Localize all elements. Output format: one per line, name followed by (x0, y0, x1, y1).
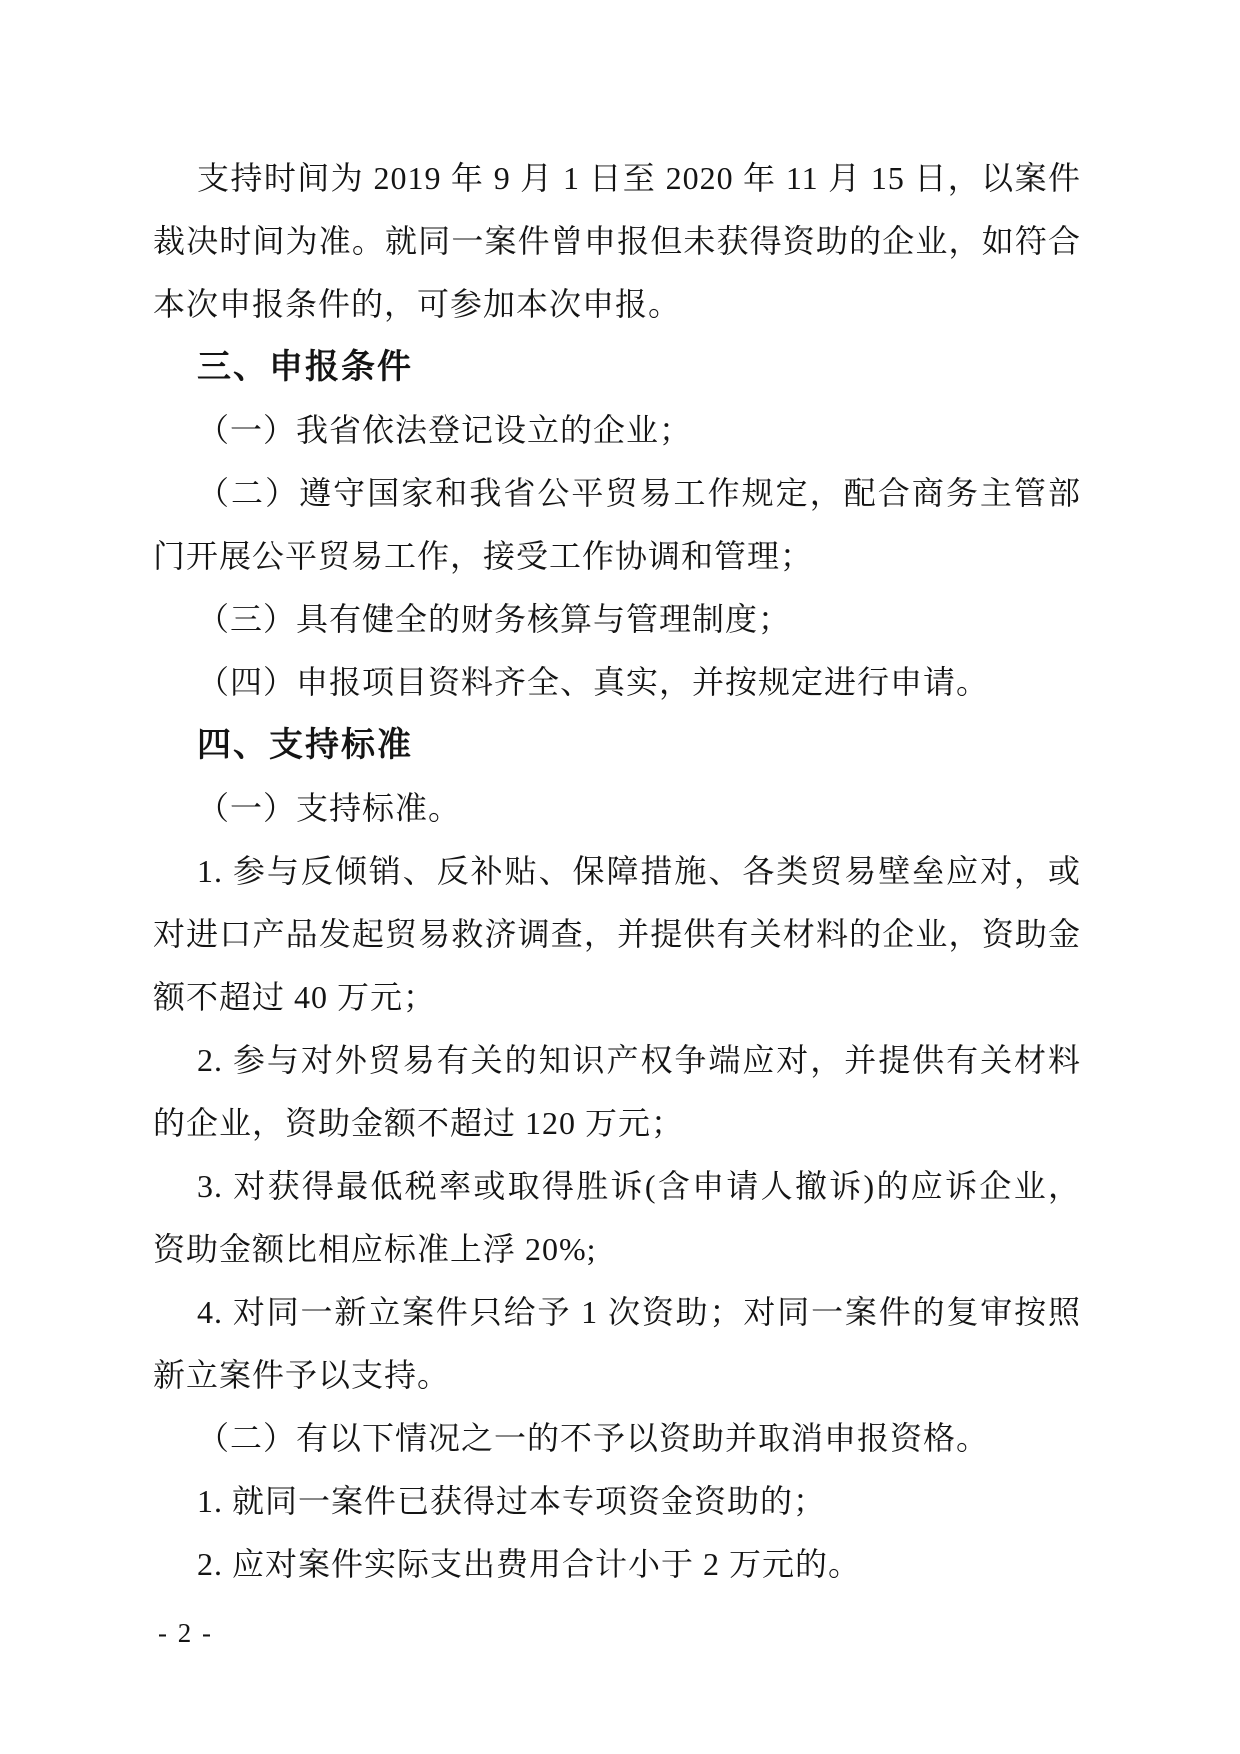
text-line: 四、支持标准 (197, 726, 413, 764)
text-line: 2. 参与对外贸易有关的知识产权争端应对，并提供有关材料 (197, 1042, 1081, 1078)
text-line: 1. 就同一案件已获得过本专项资金资助的； (197, 1483, 827, 1519)
text-line: （二）遵守国家和我省公平贸易工作规定，配合商务主管部 (197, 475, 1081, 511)
text-line: 本次申报条件的，可参加本次申报。 (153, 286, 682, 322)
text-line: 三、申报条件 (197, 348, 413, 386)
text-line: 支持时间为 2019 年 9 月 1 日至 2020 年 11 月 15 日，以案件 (197, 160, 1081, 196)
paragraph (153, 147, 1081, 336)
paragraph (153, 840, 1081, 1029)
text-line: （一）支持标准。 (197, 790, 462, 826)
text-line: 的企业，资助金额不超过 120 万元； (153, 1105, 685, 1141)
paragraph (153, 1155, 1081, 1281)
paragraph (153, 1029, 1081, 1155)
text-line: （三）具有健全的财务核算与管理制度； (197, 601, 792, 637)
paragraph (153, 1407, 1081, 1470)
text-line: 新立案件予以支持。 (153, 1357, 451, 1393)
text-line: （一）我省依法登记设立的企业； (197, 412, 693, 448)
text-line: 对进口产品发起贸易救济调查，并提供有关材料的企业，资助金 (153, 916, 1081, 952)
page-number: - 2 - (158, 1618, 213, 1648)
text-line: 2. 应对案件实际支出费用合计小于 2 万元的。 (197, 1546, 862, 1582)
text-line: 裁决时间为准。就同一案件曾申报但未获得资助的企业，如符合 (153, 223, 1081, 259)
text-line: 额不超过 40 万元； (153, 979, 437, 1015)
page-footer (158, 1618, 213, 1649)
paragraph (153, 1281, 1081, 1407)
text-line: 3. 对获得最低税率或取得胜诉(含申请人撤诉)的应诉企业， (197, 1168, 1081, 1204)
paragraph (153, 1533, 1081, 1596)
document-body (153, 147, 1081, 1596)
text-line: （二）有以下情况之一的不予以资助并取消申报资格。 (197, 1420, 990, 1456)
text-line: 1. 参与反倾销、反补贴、保障措施、各类贸易壁垒应对，或 (197, 853, 1081, 889)
paragraph (153, 588, 1081, 651)
text-line: 门开展公平贸易工作，接受工作协调和管理； (153, 538, 814, 574)
text-line: （四）申报项目资料齐全、真实，并按规定进行申请。 (197, 664, 990, 700)
text-line: 资助金额比相应标准上浮 20%; (153, 1231, 597, 1267)
paragraph (153, 399, 1081, 462)
section-heading (153, 714, 1081, 777)
paragraph (153, 651, 1081, 714)
paragraph (153, 777, 1081, 840)
paragraph (153, 462, 1081, 588)
paragraph (153, 1470, 1081, 1533)
text-line: 4. 对同一新立案件只给予 1 次资助；对同一案件的复审按照 (197, 1294, 1081, 1330)
section-heading (153, 336, 1081, 399)
